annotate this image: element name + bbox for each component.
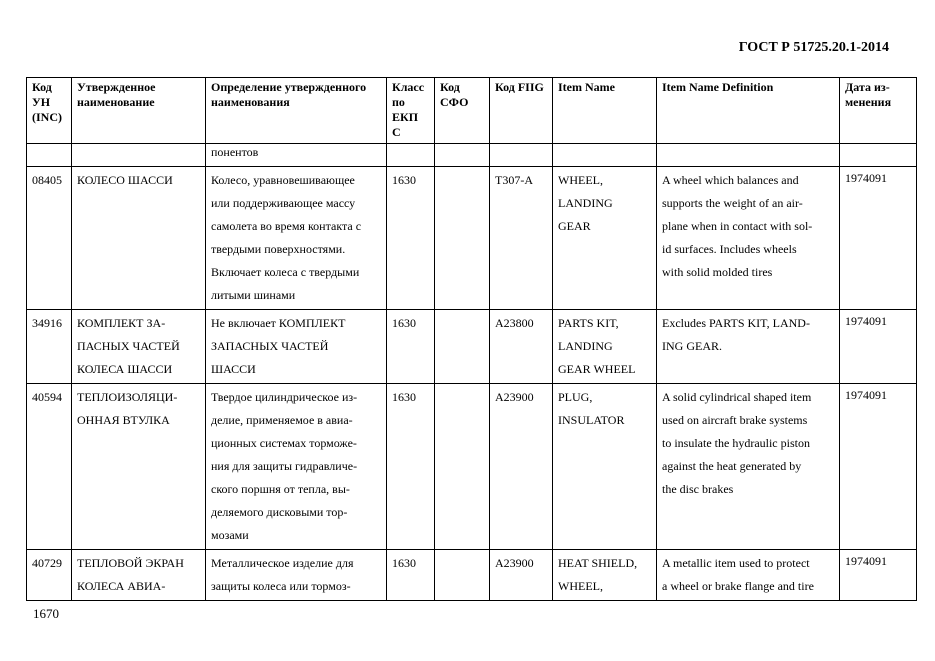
cell-class: 1630 <box>387 310 435 384</box>
cell-line: WHEEL, <box>558 579 603 593</box>
cell-line: ЗАПАСНЫХ ЧАСТЕЙ <box>211 339 329 353</box>
cell-fiig: A23900 <box>490 550 553 601</box>
cell-inc: 40594 <box>27 384 72 550</box>
cell-line: мозами <box>211 528 249 542</box>
cell-item-definition <box>657 167 840 310</box>
col-header-class: Класс по ЕКП С <box>387 78 435 144</box>
cell-line: защиты колеса или тормоз- <box>211 579 351 593</box>
cell-fiig: A23800 <box>490 310 553 384</box>
cell-item-name <box>553 550 657 601</box>
table-row <box>27 550 917 601</box>
cell-name-ru <box>72 310 206 384</box>
cell-item-name <box>553 144 657 167</box>
cell-line: Металлическое изделие для <box>211 556 354 570</box>
cell-fiig <box>490 144 553 167</box>
col-header-name-ru: Утвержденное наименование <box>72 78 206 144</box>
cell-change-date: 1974091 <box>840 384 917 550</box>
cell-line: ING GEAR. <box>662 339 722 353</box>
cell-line: A wheel which balances and <box>662 173 799 187</box>
cell-name-ru <box>72 144 206 167</box>
table-row <box>27 144 917 167</box>
cell-definition-ru <box>206 144 387 167</box>
cell-item-name <box>553 167 657 310</box>
cell-change-date: 1974091 <box>840 310 917 384</box>
cell-fiig: A23900 <box>490 384 553 550</box>
cell-item-definition <box>657 144 840 167</box>
col-header-item-definition: Item Name Definition <box>657 78 840 144</box>
cell-line: понентов <box>211 145 259 159</box>
cell-line: id surfaces. Includes wheels <box>662 242 797 256</box>
cell-sfo <box>435 167 490 310</box>
cell-class: 1630 <box>387 167 435 310</box>
cell-line: ТЕПЛОВОЙ ЭКРАН <box>77 556 184 570</box>
cell-inc: 08405 <box>27 167 72 310</box>
table-row <box>27 384 917 550</box>
page-number: 1670 <box>33 606 59 621</box>
cell-inc <box>27 144 72 167</box>
cell-definition-ru <box>206 384 387 550</box>
cell-sfo <box>435 144 490 167</box>
cell-line: INSULATOR <box>558 413 625 427</box>
col-header-inc: Код УН (INC) <box>27 78 72 144</box>
cell-item-name <box>553 310 657 384</box>
cell-sfo <box>435 384 490 550</box>
cell-line: Включает колеса с твердыми <box>211 265 360 279</box>
cell-line: ния для защиты гидравличе- <box>211 459 358 473</box>
cell-line: A metallic item used to protect <box>662 556 810 570</box>
cell-line: against the heat generated by <box>662 459 802 473</box>
cell-definition-ru <box>206 167 387 310</box>
cell-change-date: 1974091 <box>840 550 917 601</box>
cell-line: ТЕПЛОИЗОЛЯЦИ- <box>77 390 178 404</box>
cell-name-ru <box>72 167 206 310</box>
cell-line: HEAT SHIELD, <box>558 556 638 570</box>
cell-line: ского поршня от тепла, вы- <box>211 482 350 496</box>
cell-line: ПАСНЫХ ЧАСТЕЙ <box>77 339 180 353</box>
col-header-sfo: Код СФО <box>435 78 490 144</box>
cell-inc: 40729 <box>27 550 72 601</box>
cell-line: ОННАЯ ВТУЛКА <box>77 413 170 427</box>
cell-fiig: T307-A <box>490 167 553 310</box>
cell-name-ru <box>72 550 206 601</box>
cell-item-definition <box>657 384 840 550</box>
cell-line: GEAR <box>558 219 591 233</box>
cell-sfo <box>435 550 490 601</box>
cell-line: делие, применяемое в авиа- <box>211 413 353 427</box>
cell-change-date <box>840 144 917 167</box>
cell-line: Excludes PARTS KIT, LAND- <box>662 316 810 330</box>
cell-definition-ru <box>206 310 387 384</box>
cell-change-date: 1974091 <box>840 167 917 310</box>
table-row <box>27 310 917 384</box>
cell-inc: 34916 <box>27 310 72 384</box>
cell-definition-ru <box>206 550 387 601</box>
cell-item-definition <box>657 310 840 384</box>
cell-line: the disc brakes <box>662 482 734 496</box>
cell-item-definition <box>657 550 840 601</box>
cell-class: 1630 <box>387 384 435 550</box>
cell-line: КОЛЕСА АВИА- <box>77 579 166 593</box>
cell-line: ШАССИ <box>211 362 256 376</box>
cell-name-ru <box>72 384 206 550</box>
cell-line: PLUG, <box>558 390 593 404</box>
col-header-item-name: Item Name <box>553 78 657 144</box>
cell-sfo <box>435 310 490 384</box>
cell-line: GEAR WHEEL <box>558 362 636 376</box>
cell-line: ционных системах торможе- <box>211 436 357 450</box>
cell-line: КОЛЕСО ШАССИ <box>77 173 173 187</box>
table-header-row <box>27 78 917 144</box>
cell-item-name <box>553 384 657 550</box>
cell-line: supports the weight of an air- <box>662 196 803 210</box>
cell-line: самолета во время контакта с <box>211 219 362 233</box>
col-header-definition-ru: Определение утвержденного наименования <box>206 78 387 144</box>
cell-line: to insulate the hydraulic piston <box>662 436 810 450</box>
cell-line: used on aircraft brake systems <box>662 413 808 427</box>
cell-line: деляемого дисковыми тор- <box>211 505 348 519</box>
cell-line: литыми шинами <box>211 288 296 302</box>
standard-designation: ГОСТ Р 51725.20.1-2014 <box>738 40 889 55</box>
cell-class <box>387 144 435 167</box>
col-header-fiig: Код FIIG <box>490 78 553 144</box>
cell-line: a wheel or brake flange and tire <box>662 579 814 593</box>
cell-line: КОМПЛЕКТ ЗА- <box>77 316 166 330</box>
cell-line: Не включает КОМПЛЕКТ <box>211 316 346 330</box>
cell-line: A solid cylindrical shaped item <box>662 390 812 404</box>
cell-line: Твердое цилиндрическое из- <box>211 390 358 404</box>
cell-line: LANDING <box>558 196 613 210</box>
cell-line: LANDING <box>558 339 613 353</box>
cell-line: Колесо, уравновешивающее <box>211 173 355 187</box>
cell-line: твердыми поверхностями. <box>211 242 346 256</box>
cell-line: with solid molded tires <box>662 265 773 279</box>
cell-class: 1630 <box>387 550 435 601</box>
cell-line: PARTS KIT, <box>558 316 619 330</box>
cell-line: КОЛЕСА ШАССИ <box>77 362 173 376</box>
table-row <box>27 167 917 310</box>
cell-line: или поддерживающее массу <box>211 196 356 210</box>
classifier-table <box>26 77 917 601</box>
cell-line: plane when in contact with sol- <box>662 219 813 233</box>
col-header-change-date: Дата из- менения <box>840 78 917 144</box>
cell-line: WHEEL, <box>558 173 603 187</box>
